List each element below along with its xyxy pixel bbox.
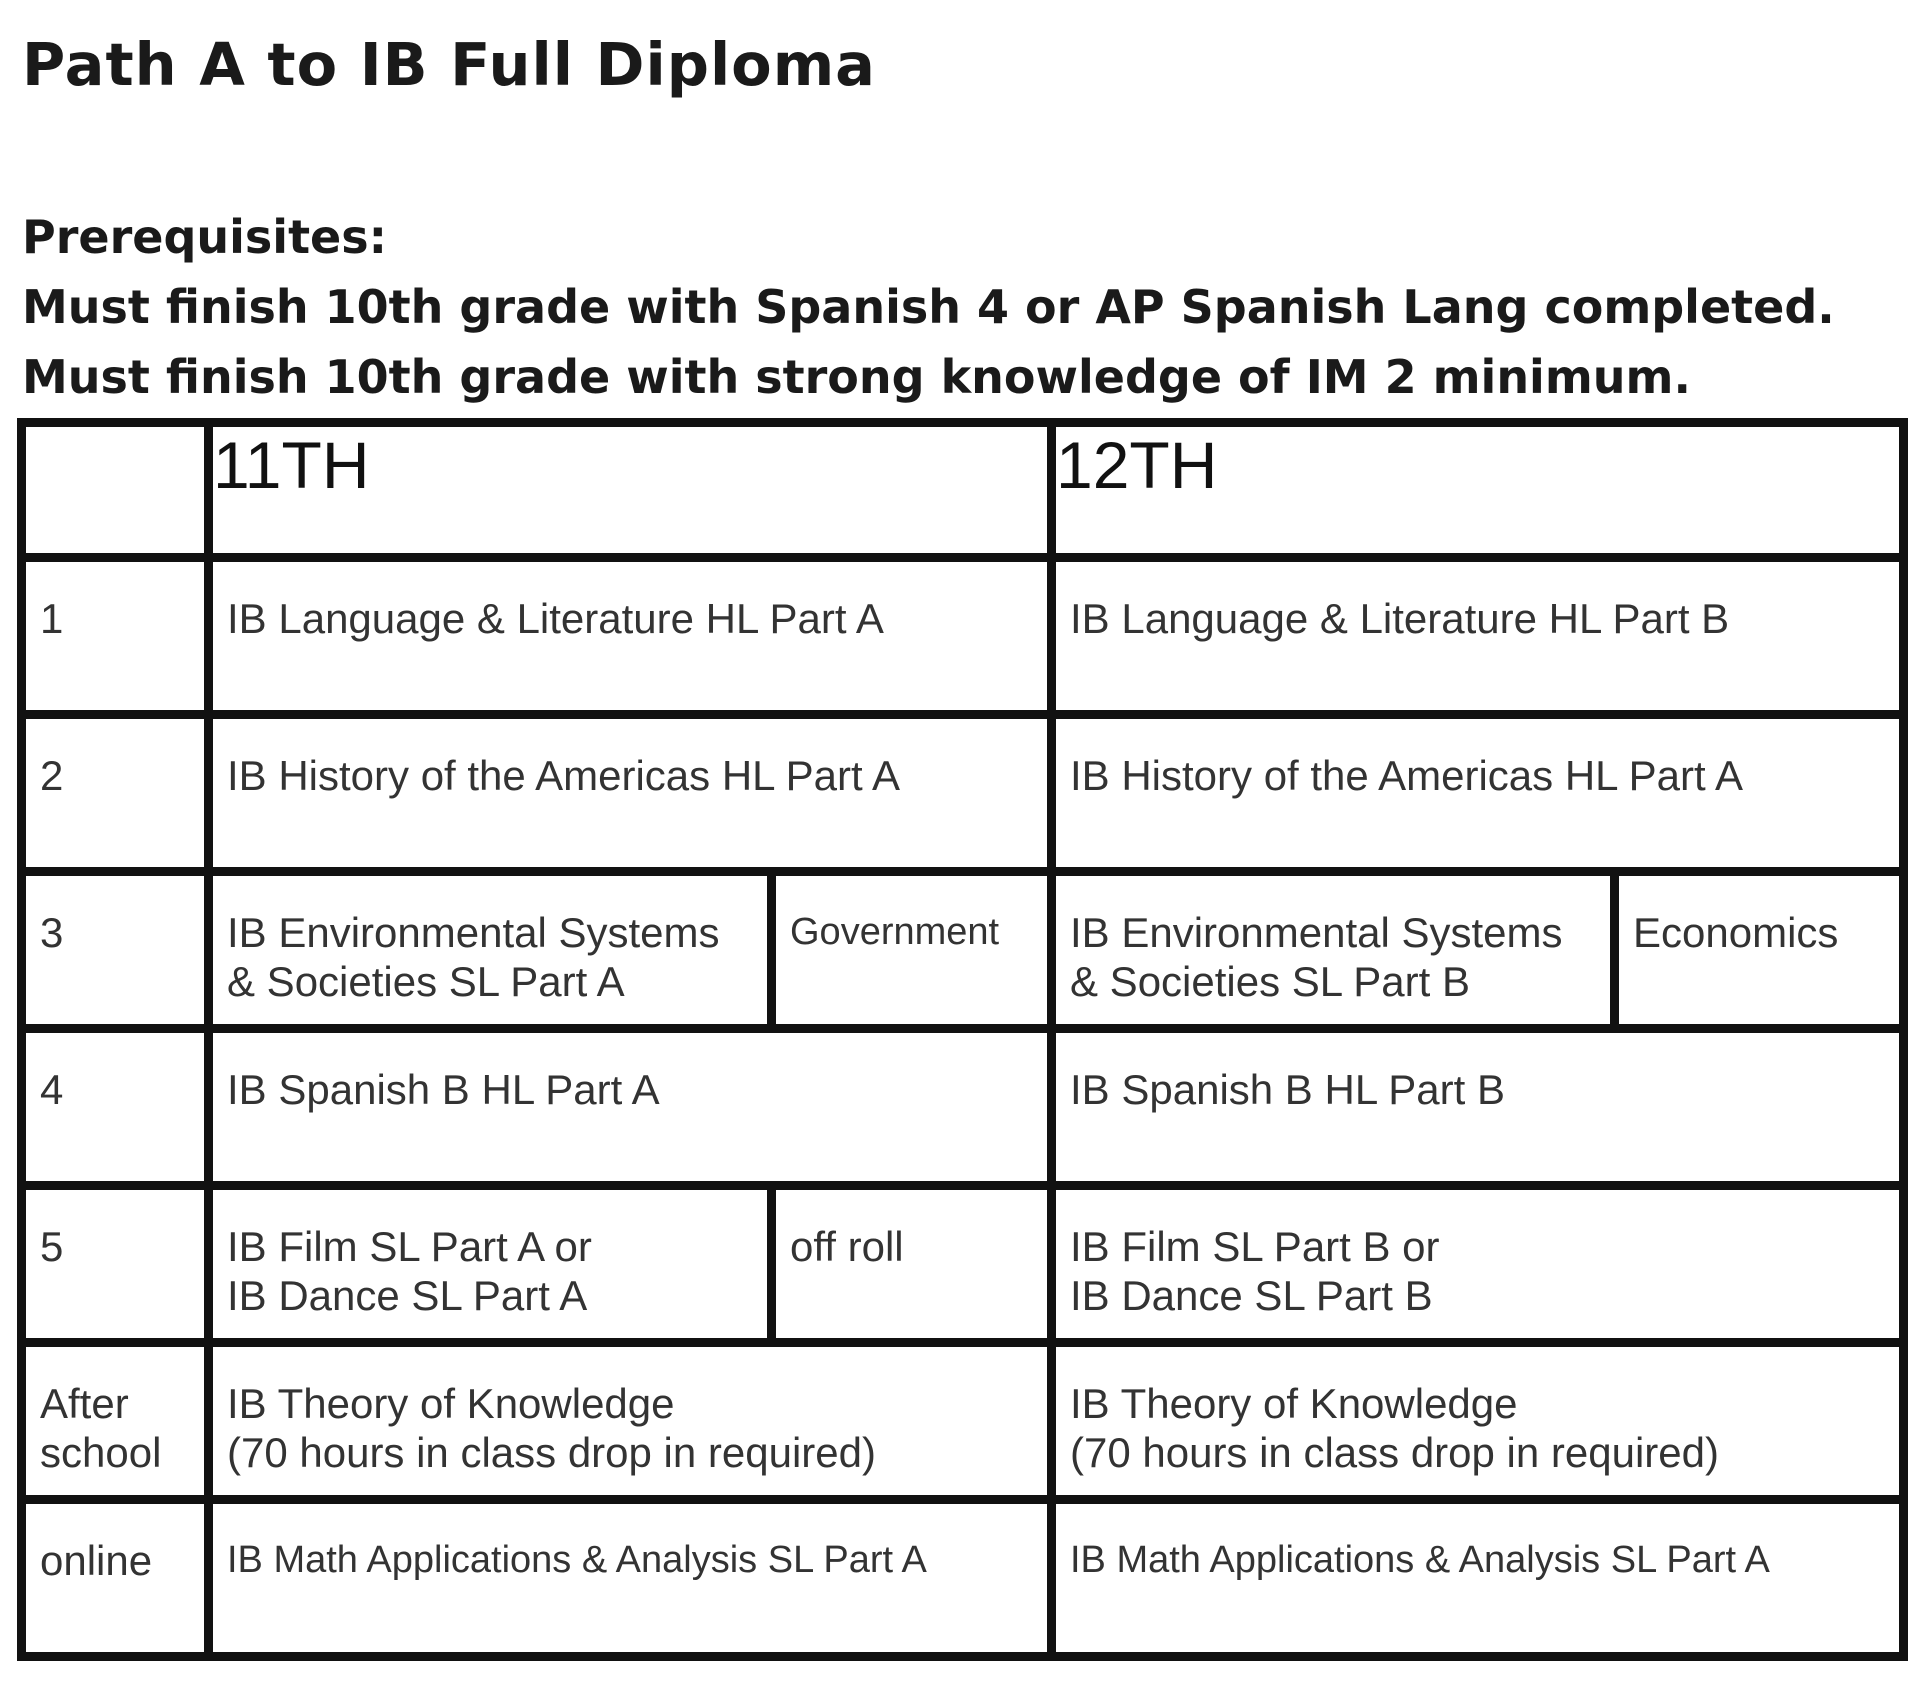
period-cell — [22, 1186, 209, 1343]
table-row — [22, 872, 1904, 1029]
table-row — [22, 1343, 1904, 1500]
grade12-course-cell — [1052, 715, 1904, 872]
period-label: 3 — [40, 909, 64, 956]
period-cell — [22, 1343, 209, 1500]
course-name — [213, 876, 767, 1006]
grade12-course-cell — [1052, 558, 1904, 715]
grade11-extra-cell — [772, 872, 1052, 1029]
table-row — [22, 715, 1904, 872]
period-cell — [22, 1029, 209, 1186]
course-line: (70 hours in class drop in required) — [227, 1429, 876, 1476]
course-line: IB Theory of Knowledge — [1070, 1380, 1518, 1427]
course-name: Government — [790, 911, 1000, 953]
period-cell — [22, 1500, 209, 1657]
prerequisite-line: Must finish 10th grade with strong knowledge of IM 2 minimum. — [22, 350, 1691, 404]
page-title: Path A to IB Full Diploma — [22, 30, 876, 99]
course-name — [1056, 876, 1610, 1006]
course-name — [1056, 1347, 1899, 1477]
period-cell — [22, 715, 209, 872]
course-line: (70 hours in class drop in required) — [1070, 1429, 1719, 1476]
period-cell — [22, 872, 209, 1029]
table-row — [22, 1500, 1904, 1657]
grade11-course-cell — [209, 1500, 1052, 1657]
course-name: Economics — [1633, 909, 1839, 956]
course-line: IB Environmental Systems — [227, 909, 720, 956]
table-header-row — [22, 423, 1904, 558]
course-line: IB Dance SL Part A — [227, 1272, 588, 1319]
course-name — [213, 1347, 1047, 1477]
grade11-course-cell — [209, 558, 1052, 715]
period-cell — [22, 558, 209, 715]
course-line: IB Theory of Knowledge — [227, 1380, 675, 1427]
course-line: IB Environmental Systems — [1070, 909, 1563, 956]
period-label: online — [40, 1537, 153, 1584]
period-line: After — [40, 1380, 129, 1427]
course-line: IB Film SL Part B or — [1070, 1223, 1440, 1270]
prerequisites-heading: Prerequisites: — [22, 210, 388, 264]
course-name: IB Spanish B HL Part A — [227, 1066, 660, 1113]
grade12-course-cell — [1052, 1186, 1904, 1343]
grade11-course-cell — [209, 1186, 772, 1343]
grade12-course-cell — [1052, 1029, 1904, 1186]
course-line: IB Dance SL Part B — [1070, 1272, 1433, 1319]
course-name: IB Math Applications & Analysis SL Part A — [1070, 1539, 1770, 1581]
course-name: IB History of the Americas HL Part A — [1070, 752, 1744, 799]
grade11-extra-cell — [772, 1186, 1052, 1343]
grade12-course-cell — [1052, 872, 1615, 1029]
period-label — [26, 1347, 204, 1477]
grade12-extra-cell — [1615, 872, 1904, 1029]
course-line: & Societies SL Part B — [1070, 958, 1470, 1005]
table-row — [22, 1029, 1904, 1186]
table-row — [22, 1186, 1904, 1343]
header-11th: 11TH — [209, 423, 1052, 558]
grade11-course-cell — [209, 1343, 1052, 1500]
header-12th: 12TH — [1052, 423, 1904, 558]
period-label: 5 — [40, 1223, 64, 1270]
period-label: 2 — [40, 752, 64, 799]
grade11-course-cell — [209, 872, 772, 1029]
course-name: IB Math Applications & Analysis SL Part A — [227, 1539, 927, 1581]
course-name: IB Language & Literature HL Part B — [1070, 595, 1730, 642]
course-name: IB Language & Literature HL Part A — [227, 595, 884, 642]
period-label: 1 — [40, 595, 64, 642]
table-row — [22, 558, 1904, 715]
period-label: 4 — [40, 1066, 64, 1113]
course-schedule-table — [17, 418, 1908, 1661]
grade11-course-cell — [209, 715, 1052, 872]
grade12-course-cell — [1052, 1500, 1904, 1657]
course-line: & Societies SL Part A — [227, 958, 625, 1005]
prerequisite-line: Must finish 10th grade with Spanish 4 or AP Spanish Lang completed. — [22, 280, 1835, 334]
course-name: IB History of the Americas HL Part A — [227, 752, 901, 799]
header-empty-cell — [22, 423, 209, 558]
course-line: IB Film SL Part A or — [227, 1223, 592, 1270]
course-name — [1056, 1190, 1899, 1320]
course-name — [213, 1190, 767, 1320]
course-name: off roll — [790, 1223, 904, 1270]
period-line: school — [40, 1429, 162, 1476]
grade11-course-cell — [209, 1029, 1052, 1186]
grade12-course-cell — [1052, 1343, 1904, 1500]
course-name: IB Spanish B HL Part B — [1070, 1066, 1505, 1113]
